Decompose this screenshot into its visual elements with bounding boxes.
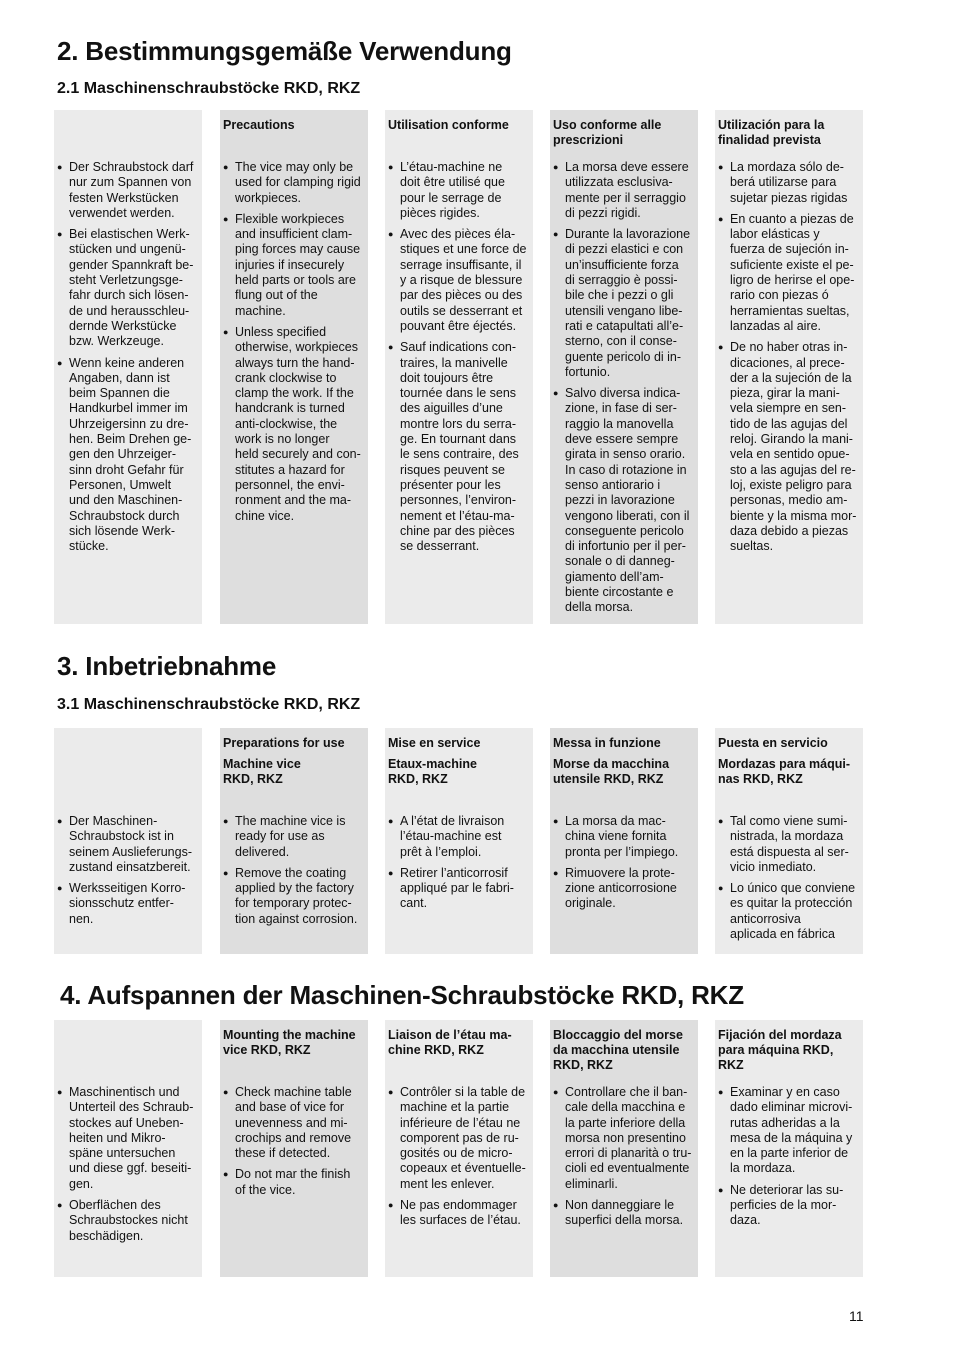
column-heading: Preparations for use Machine vice RKD, RKZ: [223, 736, 345, 786]
col-en: [220, 110, 368, 624]
col-fr: [385, 110, 533, 624]
list-item: ● Check machine table and base of vice for unevenness and mi- crochips and remove these if detected.: [223, 1085, 366, 1161]
list-item: ● La morsa deve essere utilizzata esclusiva- mente per il serraggio di pezzi rigidi.: [553, 160, 696, 221]
col-fr: [385, 1020, 533, 1277]
list-item: ● Durante la lavorazione di pezzi elastici e con un’insufficiente forza di serraggio è possi- bile che i pezzi o gli utensili vengano libe- rati e catapultati all’e- sterno, con il conse- guente pericolo di in- fortunio.: [553, 227, 696, 380]
list-item: ● Flexible workpieces and insufficient clam- ping forces may cause injuries if insecurely held parts or tools are flung out of the machine.: [223, 212, 366, 319]
list-item: ● Remove the coating applied by the factory for temporary protec- tion against corrosion.: [223, 866, 366, 927]
col-it: [550, 728, 698, 954]
col-it: [550, 1020, 698, 1277]
list-item: ● Rimuovere la prote- zione anticorrosione originale.: [553, 866, 696, 912]
column-heading: Mounting the machine vice RKD, RKZ: [223, 1028, 356, 1057]
bullet-list: [223, 814, 366, 933]
col-es: [715, 728, 863, 954]
list-item: ● Retirer l’anticorrosif appliqué par le fabri- cant.: [388, 866, 531, 912]
col-it: [550, 110, 698, 624]
list-item: ● Der Schraubstock darf nur zum Spannen von festen Werkstücken verwendet werden.: [57, 160, 200, 221]
list-item: ● Avec des pièces éla- stiques et une force de serrage insuffisante, il y a risque de blessure par des pièces ou des outils se desserrant et pouvant être éjectés.: [388, 227, 531, 334]
col-es: [715, 110, 863, 624]
list-item: ● Werksseitigen Korro- sionsschutz entfer- nen.: [57, 881, 200, 927]
list-item: ● Examinar y en caso dado eliminar microvi- rutas adheridas a la mesa de la máquina y en la parte inferior de la mordaza.: [718, 1085, 861, 1177]
list-item: ● A l’état de livraison l’étau-machine est prêt à l’emploi.: [388, 814, 531, 860]
bullet-list: [388, 814, 531, 918]
list-item: ● Maschinentisch und Unterteil des Schraub- stockes auf Uneben- heiten und Mikro- späne untersuchen und diese ggf. beseiti- gen.: [57, 1085, 200, 1192]
page-number: 11: [849, 1308, 864, 1324]
bullet-list: [223, 1085, 366, 1204]
list-item: ● Unless specified otherwise, workpieces always turn the hand- crank clockwise to clamp the work. If the handcrank is turned anti-clockwise, the work is no longer held securely and con- stitutes a hazard for personnel, the envi- ronment and the ma- chine vice.: [223, 325, 366, 524]
list-item: ● Wenn keine anderen Angaben, dann ist beim Spannen die Handkurbel immer im Uhrzeigersinn zu dre- hen. Beim Drehen ge- gen den Uhrzeiger- sinn droht Gefahr für Personen, Umwelt und den Maschinen- Schraubstock durch sich lösende Werk- stücke.: [57, 356, 200, 555]
col-en: [220, 728, 368, 954]
col-en: [220, 1020, 368, 1277]
list-item: ● Non danneggiare le superfici della morsa.: [553, 1198, 696, 1229]
list-item: ● The machine vice is ready for use as delivered.: [223, 814, 366, 860]
list-item: ● L’étau-machine ne doit être utilisé que pour le serrage de pièces rigides.: [388, 160, 531, 221]
bullet-list: [57, 814, 200, 933]
list-item: ● Ne pas endommager les surfaces de l’étau.: [388, 1198, 531, 1229]
column-heading: Uso conforme alle prescrizioni: [553, 118, 662, 147]
col-de: [54, 1020, 202, 1277]
list-item: ● Ne deteriorar las su- perficies de la mor- daza.: [718, 1183, 861, 1229]
list-item: ● The vice may only be used for clamping rigid workpieces.: [223, 160, 366, 206]
section-3-subtitle: 3.1 Maschinenschraubstöcke RKD, RKZ: [57, 696, 361, 713]
column-heading: Liaison de l’étau ma- chine RKD, RKZ: [388, 1028, 512, 1057]
list-item: ● Sauf indications con- traires, la manivelle doit toujours être tournée dans le sens des aiguilles d’une montre lors du serra- ge. En tournant dans le sens contraire, des risques peuvent se présenter pour les personnes, l’environ- nement et l’étau-ma- chine par des pièces se desserrant.: [388, 340, 531, 554]
list-item: ● Contrôler si la table de machine et la partie inférieure de l’étau ne comporent pas de ru- gosités ou de micro- copeaux et éventuelle- ment les enlever.: [388, 1085, 531, 1192]
col-de: [54, 110, 202, 624]
bullet-list: [718, 160, 861, 560]
list-item: ● En cuanto a piezas de labor elásticas y fuerza de sujeción in- suficiente existe el pe- ligro de herirse el ope- rario con piezas ó herramientas sueltas, lanzadas al aire.: [718, 212, 861, 334]
list-item: ● De no haber otras in- dicaciones, al prece- der a la sujeción de la pieza, girar la mani- vela siempre en sen- tido de las agujas del reloj. Girando la mani- vela en sentido opue- sto a las agujas del re- loj, existe peligro para personas, medio am- biente y la misma mor- daza debido a piezas sueltas.: [718, 340, 861, 554]
bullet-list: [553, 814, 696, 918]
list-item: ● Salvo diversa indica- zione, in fase di ser- raggio la manovella deve essere sempre girata in senso orario. In caso di rotazione in senso antiorario i pezzi in lavorazione vengono liberati, con il conseguente pericolo di infortunio per il per- sonale o di danneg- giamento dell’am- biente circostante e della morsa.: [553, 386, 696, 615]
section-2-title: 2. Bestimmungsgemäße Verwendung: [57, 36, 512, 66]
col-es: [715, 1020, 863, 1277]
list-item: ● Controllare che il ban- cale della macchina e la parte inferiore della morsa non presentino errori di planarità o tru- cioli ed eventualmente eliminarli.: [553, 1085, 696, 1192]
column-heading: Puesta en servicio Mordazas para máqui- nas RKD, RKZ: [718, 736, 850, 786]
list-item: ● Der Maschinen- Schraubstock ist in seinem Auslieferungs- zustand einsatzbereit.: [57, 814, 200, 875]
list-item: ● La mordaza sólo de- berá utilizarse para sujetar piezas rigidas: [718, 160, 861, 206]
column-heading: Fijación del mordaza para máquina RKD, RKZ: [718, 1028, 842, 1072]
list-item: ● Lo único que conviene es quitar la protección anticorrosiva aplicada en fábrica: [718, 881, 861, 942]
bullet-list: [223, 160, 366, 530]
section-2-subtitle: 2.1 Maschinenschraubstöcke RKD, RKZ: [57, 80, 361, 97]
bullet-list: [388, 160, 531, 560]
column-heading: Utilización para la finalidad prevista: [718, 118, 825, 147]
section-4-title: 4. Aufspannen der Maschinen-Schraubstöcke RKD, RKZ: [60, 980, 744, 1010]
list-item: ● Do not mar the finish of the vice.: [223, 1167, 366, 1198]
bullet-list: [57, 160, 200, 560]
column-heading: Utilisation conforme: [388, 118, 509, 132]
bullet-list: [718, 814, 861, 948]
bullet-list: [718, 1085, 861, 1235]
list-item: ● Tal como viene sumi- nistrada, la mordaza está dispuesta al ser- vicio inmediato.: [718, 814, 861, 875]
column-heading: Messa in funzione Morse da macchina utensile RKD, RKZ: [553, 736, 670, 786]
list-item: ● Oberflächen des Schraubstockes nicht beschädigen.: [57, 1198, 200, 1244]
column-heading: Precautions: [223, 118, 295, 132]
bullet-list: [553, 1085, 696, 1235]
column-heading: Mise en service Etaux-machine RKD, RKZ: [388, 736, 481, 786]
bullet-list: [553, 160, 696, 622]
bullet-list: [57, 1085, 200, 1250]
list-item: ● Bei elastischen Werk- stücken und ungenü- gender Spannkraft be- steht Verletzungsge- fahr durch sich lösen- de und herausschleu- dernde Werkstücke bzw. Werkzeuge.: [57, 227, 200, 349]
section-3-title: 3. Inbetriebnahme: [57, 651, 277, 681]
column-heading: Bloccaggio del morse da macchina utensile RKD, RKZ: [553, 1028, 683, 1072]
col-de: [54, 728, 202, 954]
col-fr: [385, 728, 533, 954]
bullet-list: [388, 1085, 531, 1235]
list-item: ● La morsa da mac- china viene fornita pronta per l’impiego.: [553, 814, 696, 860]
